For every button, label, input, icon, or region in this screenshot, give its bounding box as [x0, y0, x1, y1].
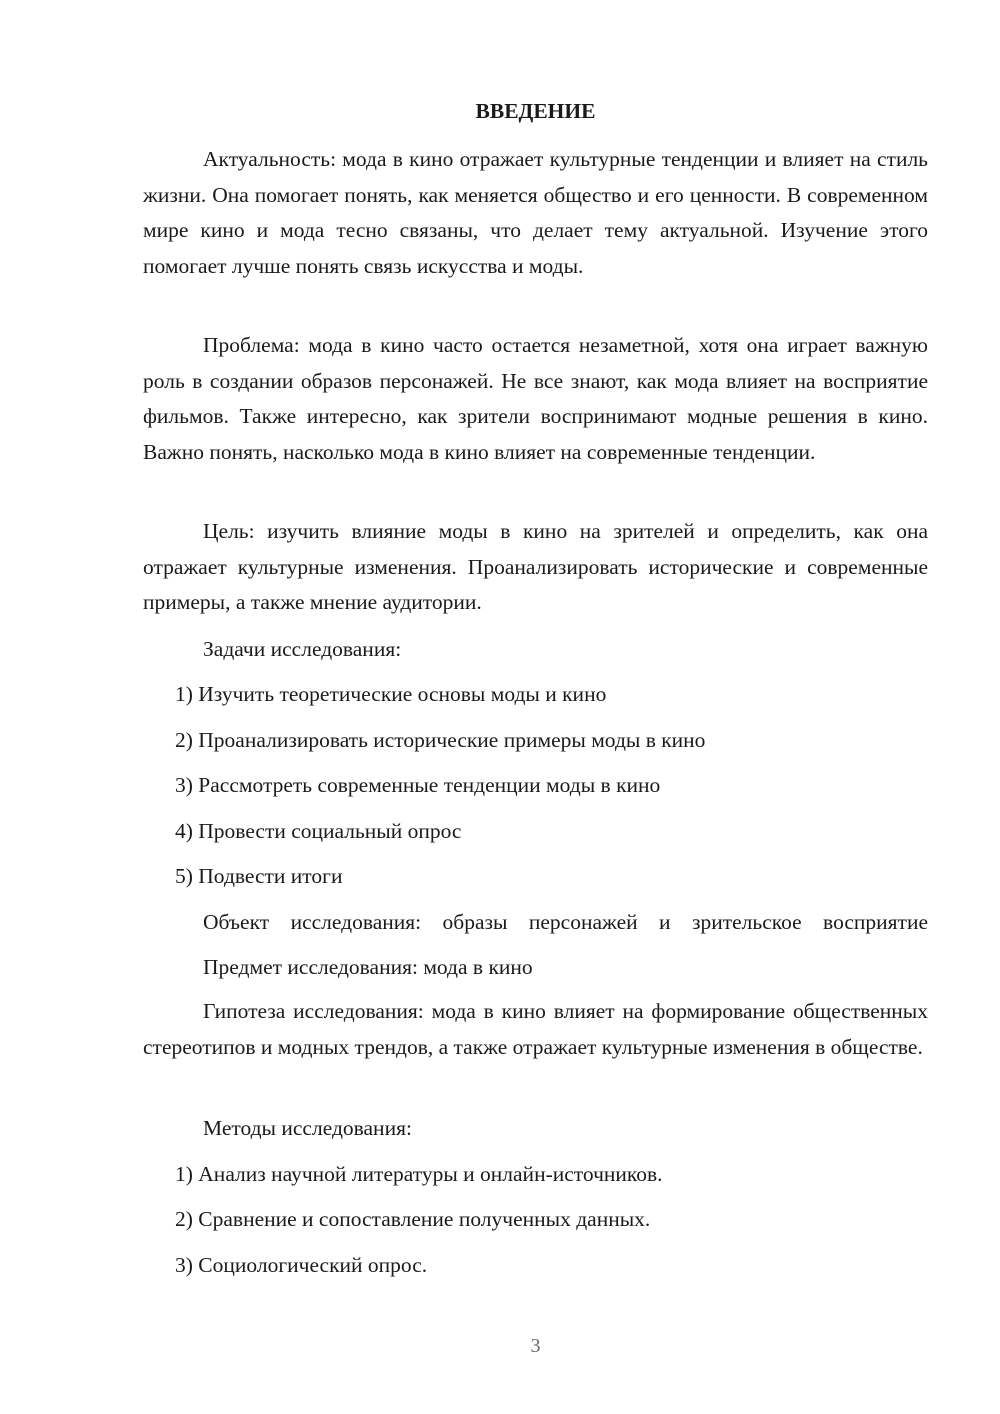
hypothesis-paragraph: Гипотеза исследования: мода в кино влияет на формирование общественных стереотипов и модных трендов, а также отражает культурные изменения в обществе.	[143, 999, 928, 1059]
goal-paragraph: Цель: изучить влияние моды в кино на зрителей и определить, как она отражает культурные изменения. Проанализировать исторические и современные примеры, а также мнение аудитории.	[143, 519, 928, 615]
relevance-paragraph: Актуальность: мода в кино отражает культурные тенденции и влияет на стиль жизни. Она помогает понять, как меняется общество и его ценности. В современном мире кино и мода тесно связаны, что делает тему актуальной. Изучение этого помогает лучше понять связь искусства и моды.	[143, 147, 928, 278]
method-item: 1) Анализ научной литературы и онлайн-источников.	[175, 1162, 663, 1186]
subject-line: Предмет исследования: мода в кино	[203, 955, 533, 979]
method-item: 3) Социологический опрос.	[175, 1253, 428, 1277]
task-item: 4) Провести социальный опрос	[175, 819, 462, 843]
problem-paragraph: Проблема: мода в кино часто остается незаметной, хотя она играет важную роль в создании образов персонажей. Не все знают, как мода влияет на восприятие фильмов. Также интересно, как зрители воспринимают модные решения в кино. Важно понять, насколько мода в кино влияет на современные тенденции.	[143, 333, 928, 464]
object-line: Объект исследования: образы персонажей и зрительское восприятие	[203, 910, 928, 934]
page-number: 3	[530, 1335, 541, 1357]
document-page	[143, 0, 928, 1414]
task-item: 5) Подвести итоги	[175, 864, 343, 888]
page-title: ВВЕДЕНИЕ	[475, 99, 596, 123]
tasks-heading: Задачи исследования:	[203, 637, 402, 661]
method-item: 2) Сравнение и сопоставление полученных данных.	[175, 1207, 651, 1231]
methods-heading: Методы исследования:	[203, 1116, 412, 1140]
task-item: 2) Проанализировать исторические примеры моды в кино	[175, 728, 706, 752]
task-item: 3) Рассмотреть современные тенденции моды в кино	[175, 773, 661, 797]
task-item: 1) Изучить теоретические основы моды и кино	[175, 682, 607, 706]
